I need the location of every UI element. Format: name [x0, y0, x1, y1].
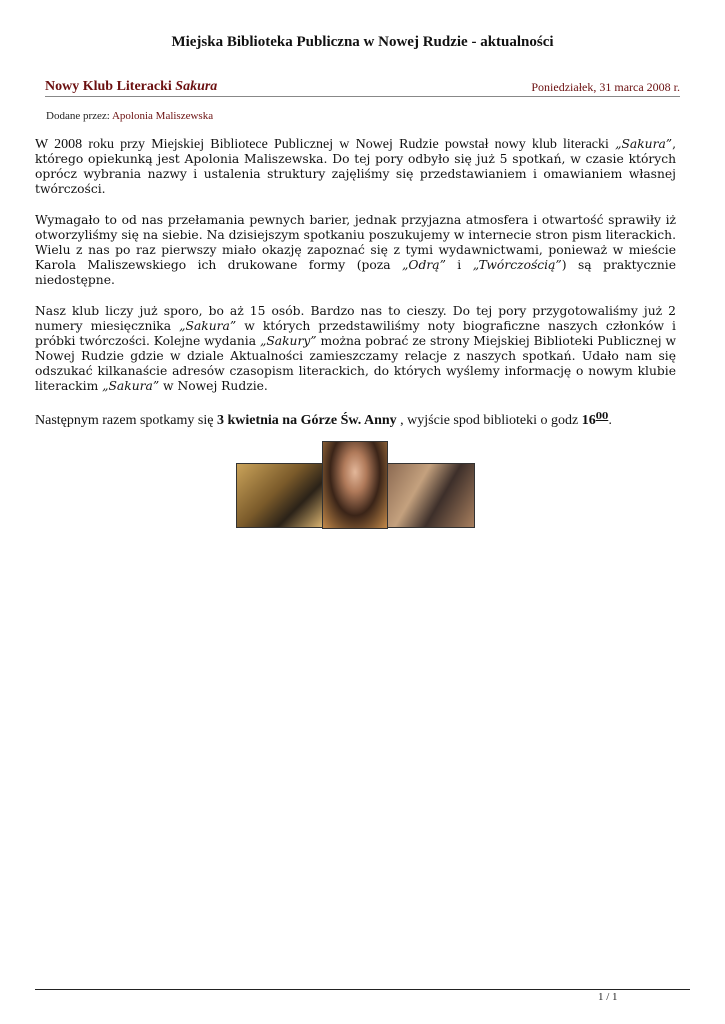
p3-text-e: można pobrać ze strony Miejskiej Biblioteki Publicznej w Nowej Rudzie gdzie w dziale Aktualności zamieszczamy relacje z naszych spotkań. Udało nam się odszukać kilkanaście adresów czasopism literackich, do których wyślemy informację o nowym klubie literackim: [35, 334, 676, 393]
footer-divider: [35, 989, 690, 990]
photo-gallery: [236, 441, 476, 529]
article-title-emphasis: Sakura: [175, 79, 218, 94]
p2-text-c: i: [445, 258, 473, 272]
p4-period: .: [608, 413, 613, 428]
p4-text-a: Następnym razem spotkamy się: [35, 413, 217, 429]
article-title-prefix: Nowy Klub Literacki: [45, 79, 176, 94]
site-title: Miejska Biblioteka Publiczna w Nowej Rudzie - aktualności: [171, 34, 554, 50]
page-number: 1 / 1: [598, 991, 618, 1003]
p1-text-a: W 2008 roku przy Miejskiej Bibliotece Publicznej w Nowej Rudzie powstał nowy klub literacki: [35, 137, 616, 152]
p4-text-c: , wyjście spod biblioteki o godz: [396, 413, 582, 429]
article-body: [35, 137, 676, 444]
p2-text-a: Wymagało to od nas przełamania pewnych barier, jednak przyjazna atmosfera i otwartość sprawiły iż otworzyliśmy się na siebie. Na dzisiejszym spotkaniu poszukujemy w internecie stron pism literackich. Wielu z nas po raz pierwszy miało okazję zapoznać się z tymi wydawnictwami, ponieważ w mieście Karola Maliszewskiego ich drukowane formy (poza: [35, 213, 676, 272]
photo-portrait[interactable]: [322, 441, 388, 529]
paragraph-4: [35, 410, 676, 428]
p4-minutes: 00: [595, 412, 609, 422]
p1-emphasis: „Sakura”: [615, 137, 673, 151]
p1-text-c: , którego opiekunką jest Apolonia Maliszewska. Do tej pory odbyło się już 5 spotkań, w czasie których oprócz wybrania nazwy i ustalenia struktury zajęliśmy się przedstawianiem i omawianiem własnej twórczości.: [35, 137, 676, 196]
p3-text-g: w Nowej Rudzie.: [159, 379, 268, 393]
p4-meeting-place: 3 kwietnia na Górze Św. Anny: [216, 413, 397, 429]
p3-emphasis-2: „Sakury”: [259, 334, 317, 348]
paragraph-2: [35, 213, 676, 288]
article-date: Poniedziałek, 31 marca 2008 r.: [531, 80, 680, 94]
photo-group[interactable]: [236, 463, 323, 528]
p2-emphasis-odra: „Odrą”: [402, 258, 446, 272]
p2-text-e: ) są praktycznie niedostępne.: [35, 258, 676, 287]
paragraph-1: [35, 137, 676, 197]
article-title[interactable]: [45, 79, 217, 95]
author-label: Dodane przez:: [46, 110, 112, 122]
author-line: [46, 110, 213, 122]
author-name[interactable]: Apolonia Maliszewska: [111, 110, 214, 122]
p3-emphasis-1: „Sakura”: [179, 319, 237, 333]
article-header: [45, 79, 680, 97]
p4-hour: 16: [581, 413, 596, 429]
p3-text-a: Nasz klub liczy już sporo, bo aż 15 osób. Bardzo nas to cieszy. Do tej pory przygotowaliśmy już 2 numery miesięcznika: [35, 304, 676, 333]
paragraph-3: [35, 304, 676, 394]
p3-text-c: w których przedstawiliśmy noty biograficzne naszych członków i próbki twórczości. Kolejne wydania: [35, 319, 676, 348]
photo-meeting[interactable]: [387, 463, 475, 528]
p3-emphasis-3: „Sakura”: [102, 379, 160, 393]
p2-emphasis-tworczosc: „Twórczością”: [472, 258, 562, 272]
